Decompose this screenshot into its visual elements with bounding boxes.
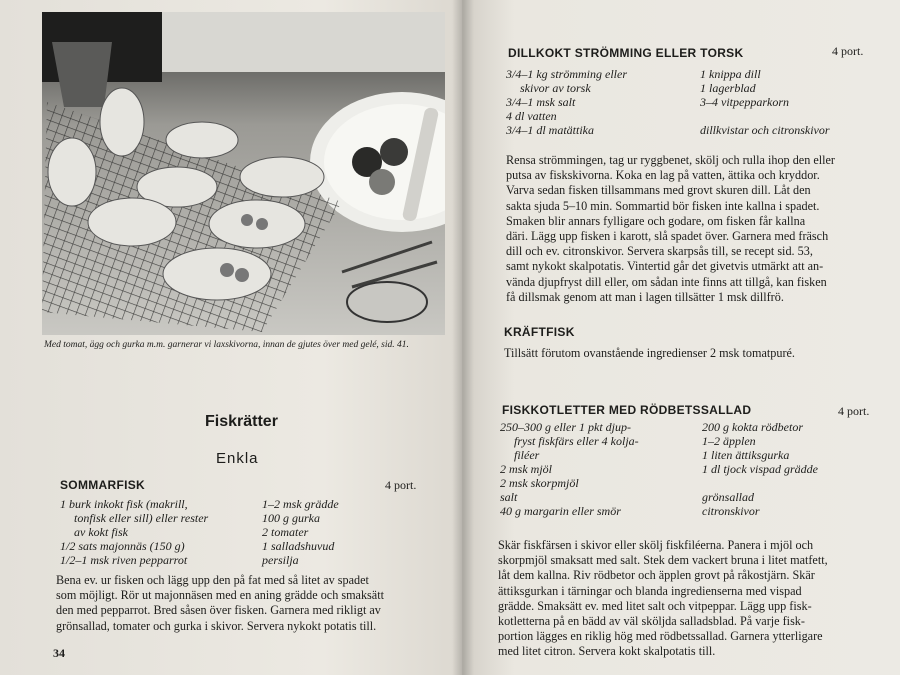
spacer (700, 109, 890, 123)
ingredient: 1 liten ättiksgurka (702, 448, 790, 462)
recipe-body (56, 573, 444, 634)
ingredient: 4 dl vatten (506, 109, 557, 123)
ingredient: 100 g gurka (262, 511, 320, 525)
chapter-title: Fiskrätter (205, 413, 278, 430)
body-line: putsa av fiskskivorna. Koka en lag på vatten, ättika och kryddor. (506, 168, 820, 183)
body-line: Tillsätt förutom ovanstående ingredienser 2 msk tomatpuré. (504, 346, 795, 360)
page-number: 34 (53, 646, 65, 660)
body-line: med litet citron. Servera kokt skalpotatis till. (498, 644, 716, 659)
body-line: Rensa strömmingen, tag ur ryggbenet, skölj och rulla ihop den eller (506, 153, 835, 167)
ingredient: filéer (514, 448, 540, 462)
ingredient: dillkvistar och citronskivor (700, 123, 830, 137)
recipe-body (504, 346, 884, 361)
body-line: vända djupfryst dill eller, om sådan inte finns att tillgå, kan fisken (506, 274, 827, 289)
ingredient: 1–2 äpplen (702, 434, 756, 448)
body-line: Varva sedan fisken tillsammans med grovt skuren dill. Låt den (506, 183, 811, 198)
ingredient: fryst fiskfärs eller 4 kolja- (514, 434, 639, 448)
body-line: portion lägges en riklig hög med rödbetssallad. Garnera ytterligare (498, 629, 823, 644)
ingredient-list-left (500, 420, 710, 518)
recipe-portions: 4 port. (838, 404, 870, 418)
body-line: ättiksgurkan i tärningar och blanda ingredienserna med vispad (498, 583, 802, 598)
ingredient: 2 msk skorpmjöl (500, 476, 579, 490)
body-line: få dillsmak genom att man i lagen tillsätter 1 msk dillfrö. (506, 289, 784, 304)
body-line: Skär fiskfärsen i skivor eller skölj fiskfiléerna. Panera i mjöl och (498, 538, 814, 552)
body-line: låt dem kallna. Riv rödbetor och äpplen grovt på råkostjärn. Skär (498, 568, 815, 583)
ingredient-list-right (700, 67, 890, 137)
ingredient: 1/2 sats majonnäs (150 g) (60, 539, 185, 553)
ingredient-list-right (262, 497, 432, 567)
recipe-title-fiskkotletter: FISKKOTLETTER MED RÖDBETSSALLAD (502, 403, 752, 417)
body-line: samt nykokt skalpotatis. Vintertid går det givetvis utmärkt att an- (506, 259, 824, 274)
ingredient-list-right (702, 420, 892, 518)
ingredient: 3–4 vitpepparkorn (700, 95, 789, 109)
ingredient: 1 lagerblad (700, 81, 756, 95)
recipe-portions: 4 port. (832, 44, 864, 58)
body-line: grönsallad, tomater och gurka i skivor. Servera nykokt potatis till. (56, 618, 377, 633)
recipe-body (506, 153, 884, 305)
book-gutter (452, 0, 474, 675)
ingredient: 3/4–1 dl matättika (506, 123, 594, 137)
recipe-title-kraftfisk: KRÄFTFISK (504, 325, 575, 339)
body-line: sakta sjuda 5–10 min. Sommartid bör fisken inte kallna i spadet. (506, 198, 820, 213)
ingredient: grönsallad (702, 490, 755, 504)
recipe-title-dillkokt: DILLKOKT STRÖMMING ELLER TORSK (508, 46, 744, 60)
body-line: som möjligt. Rör ut majonnäsen med en aning grädde och smaksätt (56, 588, 384, 603)
ingredient: 40 g margarin eller smör (500, 504, 621, 518)
ingredient: 3/4–1 msk salt (506, 95, 576, 109)
ingredient: persilja (262, 553, 299, 567)
ingredient: skivor av torsk (520, 81, 591, 95)
ingredient: av kokt fisk (74, 525, 128, 539)
recipe-body (498, 538, 884, 660)
body-line: Smaken blir annars fylligare och godare, om fisken får kallna (506, 213, 806, 228)
recipe-title-sommarfisk: SOMMARFISK (60, 478, 145, 492)
right-page (462, 0, 900, 675)
food-photo (42, 12, 445, 335)
ingredient: 200 g kokta rödbetor (702, 420, 803, 434)
ingredient: 3/4–1 kg strömming eller (506, 67, 627, 81)
photo-caption: Med tomat, ägg och gurka m.m. garnerar vi laxskivorna, innan de gjutes över med gelé, sid. 41. (44, 340, 409, 350)
body-line: Bena ev. ur fisken och lägg upp den på fat med så litet av spadet (56, 573, 369, 587)
body-line: grädde. Smaksätt ev. med litet salt och vitpeppar. Lägg upp fisk- (498, 598, 812, 613)
ingredient: 1 burk inkokt fisk (makrill, (60, 497, 188, 511)
ingredient: 1 salladshuvud (262, 539, 335, 553)
body-line: dill och ev. citronskivor. Servera skarpsås till, se recept sid. 53, (506, 244, 813, 259)
ingredient: 1 dl tjock vispad grädde (702, 462, 818, 476)
ingredient: 1–2 msk grädde (262, 497, 339, 511)
ingredient: citronskivor (702, 504, 760, 518)
ingredient: 250–300 g eller 1 pkt djup- (500, 420, 631, 434)
ingredient-list-left (60, 497, 260, 567)
body-line: kotletterna på en bädd av väl sköljda salladsblad. På varje fisk- (498, 614, 805, 629)
ingredient: 2 msk mjöl (500, 462, 552, 476)
recipe-portions: 4 port. (385, 478, 417, 492)
spacer (702, 476, 892, 490)
ingredient-list-left (506, 67, 706, 137)
ingredient: 2 tomater (262, 525, 309, 539)
fish-platter-image (42, 12, 445, 335)
ingredient: tonfisk eller sill) eller rester (74, 511, 209, 525)
body-line: den med pepparrot. Bred såsen över fisken. Garnera med rikligt av (56, 603, 381, 618)
ingredient: 1 knippa dill (700, 67, 761, 81)
body-line: skorpmjöl smaksatt med salt. Stek dem vackert bruna i litet matfett, (498, 553, 828, 568)
section-title: Enkla (216, 450, 259, 467)
ingredient: 1/2–1 msk riven pepparrot (60, 553, 188, 567)
body-line: däri. Lägg upp fisken i karott, slå spadet över. Garnera med fräsch (506, 229, 829, 244)
ingredient: salt (500, 490, 518, 504)
